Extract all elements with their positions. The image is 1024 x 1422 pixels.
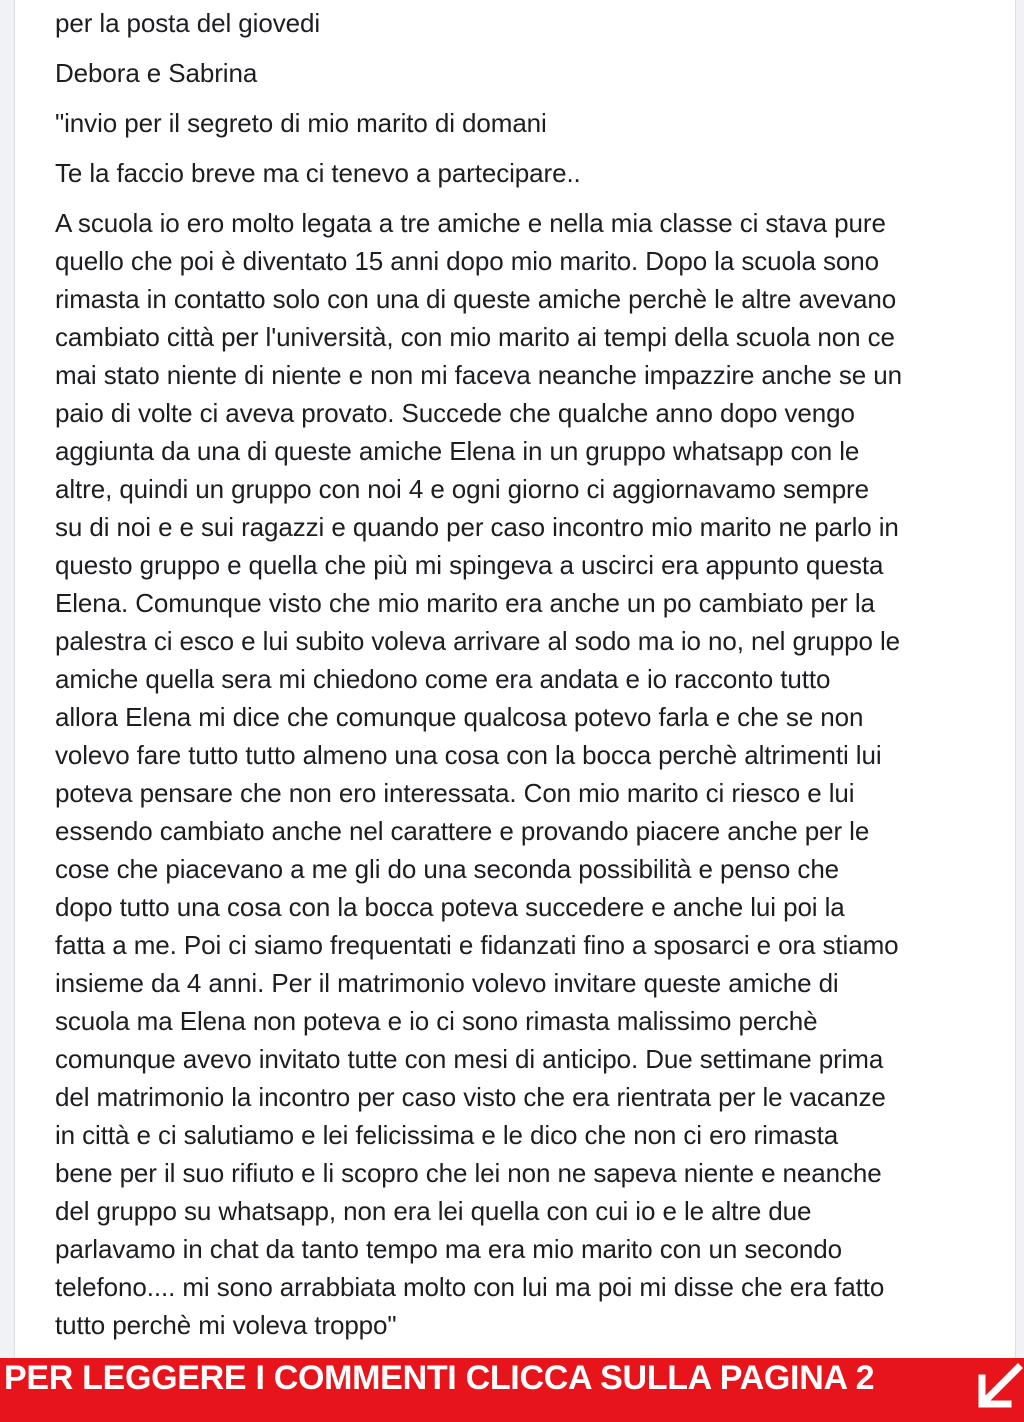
post-body-line: scuola ma Elena non poteva e io ci sono rimasta malissimo perchè	[55, 1006, 818, 1036]
post-body-line: cambiato città per l'università, con mio marito ai tempi della scuola non ce	[55, 322, 895, 352]
post-dedication: per la posta del giovedi	[55, 8, 321, 38]
post-recipients: Debora e Sabrina	[55, 58, 258, 88]
post-body-line: poteva pensare che non ero interessata. Con mio marito ci riesco e lui	[55, 778, 855, 808]
post-body-line: tutto perchè mi voleva troppo"	[55, 1310, 397, 1340]
post-body-line: fatta a me. Poi ci siamo frequentati e fidanzati fino a sposarci e ora stiamo	[55, 930, 899, 960]
post-body-line: comunque avevo invitato tutte con mesi di anticipo. Due settimane prima	[55, 1044, 884, 1074]
post-body-line: rimasta in contatto solo con una di queste amiche perchè le altre avevano	[55, 284, 897, 314]
post-body-line: bene per il suo rifiuto e li scopro che lei non ne sapeva niente e neanche	[55, 1158, 882, 1188]
post-body-line: amiche quella sera mi chiedono come era andata e io racconto tutto	[55, 664, 831, 694]
next-page-banner[interactable]	[0, 1358, 1024, 1422]
post-body-line: cose che piacevano a me gli do una seconda possibilità e penso che	[55, 854, 840, 884]
post-card	[14, 0, 1016, 1358]
post-body-line: telefono.... mi sono arrabbiata molto con lui ma poi mi disse che era fatto	[55, 1272, 885, 1302]
banner-label: PER LEGGERE I COMMENTI CLICCA SULLA PAGINA 2	[4, 1359, 875, 1397]
post-body-line: dopo tutto una cosa con la bocca poteva succedere e anche lui poi la	[55, 892, 845, 922]
post-body-line: quello che poi è diventato 15 anni dopo mio marito. Dopo la scuola sono	[55, 246, 879, 276]
post-body-line: parlavamo in chat da tanto tempo ma era mio marito con un secondo	[55, 1234, 842, 1264]
post-body-line: paio di volte ci aveva provato. Succede che qualche anno dopo vengo	[55, 398, 855, 428]
post-preface: Te la faccio breve ma ci tenevo a partecipare..	[55, 158, 581, 188]
post-body-line: essendo cambiato anche nel carattere e provando piacere anche per le	[55, 816, 870, 846]
post-body-line: palestra ci esco e lui subito voleva arrivare al sodo ma io no, nel gruppo le	[55, 626, 900, 656]
post-body-line: questo gruppo e quella che più mi spingeva a uscirci era appunto questa	[55, 550, 884, 580]
post-body-line: aggiunta da una di queste amiche Elena in un gruppo whatsapp con le	[55, 436, 860, 466]
post-body-line: insieme da 4 anni. Per il matrimonio volevo invitare queste amiche di	[55, 968, 839, 998]
post-body-line: Elena. Comunque visto che mio marito era anche un po cambiato per la	[55, 588, 875, 618]
post-body-line: volevo fare tutto tutto almeno una cosa con la bocca perchè altrimenti lui	[55, 740, 882, 770]
post-body-line: del gruppo su whatsapp, non era lei quella con cui io e le altre due	[55, 1196, 812, 1226]
post-body-line: del matrimonio la incontro per caso visto che era rientrata per le vacanze	[55, 1082, 886, 1112]
post-body-line: allora Elena mi dice che comunque qualcosa potevo farla e che se non	[55, 702, 864, 732]
post-body-line: in città e ci salutiamo e lei felicissima e le dico che non ci ero rimasta	[55, 1120, 839, 1150]
post-intro: "invio per il segreto di mio marito di domani	[55, 108, 547, 138]
post-text	[55, 4, 1023, 1344]
post-body-line: altre, quindi un gruppo con noi 4 e ogni giorno ci aggiornavamo sempre	[55, 474, 869, 504]
post-body	[55, 204, 1023, 1344]
post-body-line: su di noi e e sui ragazzi e quando per caso incontro mio marito ne parlo in	[55, 512, 899, 542]
post-body-line: A scuola io ero molto legata a tre amiche e nella mia classe ci stava pure	[55, 208, 886, 238]
post-body-line: mai stato niente di niente e non mi faceva neanche impazzire anche se un	[55, 360, 902, 390]
arrow-down-left-icon	[972, 1362, 1024, 1414]
